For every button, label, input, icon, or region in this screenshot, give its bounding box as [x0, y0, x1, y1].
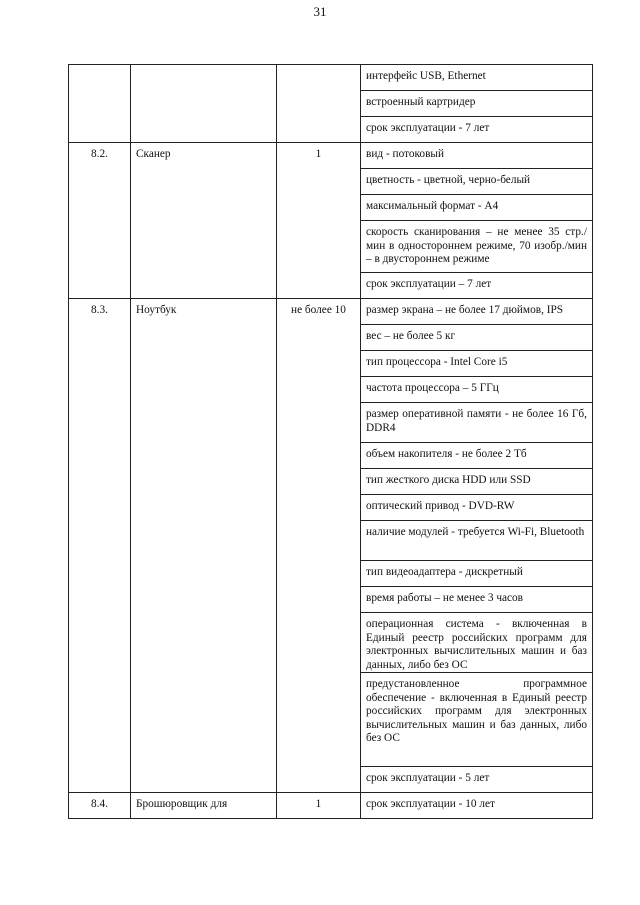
- item-number: 8.2.: [69, 143, 131, 299]
- item-name: Ноутбук: [131, 299, 277, 793]
- spec-cell: максимальный формат - А4: [361, 195, 593, 221]
- spec-cell: срок эксплуатации – 7 лет: [361, 273, 593, 299]
- item-quantity: не более 10: [277, 299, 361, 793]
- table-row: [69, 65, 593, 91]
- item-name: Брошюровщик для: [131, 793, 277, 819]
- spec-cell: время работы – не менее 3 часов: [361, 587, 593, 613]
- spec-cell: цветность - цветной, черно-белый: [361, 169, 593, 195]
- item-number: [69, 65, 131, 143]
- spec-cell: размер экрана – не более 17 дюймов, IPS: [361, 299, 593, 325]
- spec-cell: предустановленное программное обеспечение - включенная в Единый реестр российских программ для электронных вычислительных машин и баз данных, либо без ОС: [361, 673, 593, 767]
- table-row: [69, 299, 593, 325]
- spec-cell: наличие модулей - требуется Wi-Fi, Bluetooth: [361, 521, 593, 561]
- spec-cell: оптический привод - DVD-RW: [361, 495, 593, 521]
- item-number: 8.3.: [69, 299, 131, 793]
- table-row: [69, 143, 593, 169]
- page-number: 31: [313, 4, 327, 19]
- item-name: [131, 65, 277, 143]
- table-row: [69, 793, 593, 819]
- spec-cell: тип жесткого диска HDD или SSD: [361, 469, 593, 495]
- spec-cell: встроенный картридер: [361, 91, 593, 117]
- item-name: Сканер: [131, 143, 277, 299]
- item-quantity: 1: [277, 793, 361, 819]
- item-quantity: 1: [277, 143, 361, 299]
- spec-cell: вид - потоковый: [361, 143, 593, 169]
- spec-cell: срок эксплуатации - 7 лет: [361, 117, 593, 143]
- spec-cell: интерфейс USB, Ethernet: [361, 65, 593, 91]
- spec-cell: размер оперативной памяти - не более 16 Гб, DDR4: [361, 403, 593, 443]
- spec-cell: срок эксплуатации - 10 лет: [361, 793, 593, 819]
- spec-cell: объем накопителя - не более 2 Тб: [361, 443, 593, 469]
- spec-cell: срок эксплуатации - 5 лет: [361, 767, 593, 793]
- item-quantity: [277, 65, 361, 143]
- spec-cell: вес – не более 5 кг: [361, 325, 593, 351]
- spec-cell: тип процессора - Intel Core i5: [361, 351, 593, 377]
- spec-cell: тип видеоадаптера - дискретный: [361, 561, 593, 587]
- spec-cell: частота процессора – 5 ГГц: [361, 377, 593, 403]
- specification-table: [68, 64, 593, 819]
- spec-cell: операционная система - включенная в Единый реестр российских программ для электронных вычислительных машин и баз данных, либо без ОС: [361, 613, 593, 673]
- table-body: [69, 65, 593, 819]
- item-number: 8.4.: [69, 793, 131, 819]
- spec-cell: скорость сканирования – не менее 35 стр./мин в одностороннем режиме, 70 изобр./мин – в двустороннем режиме: [361, 221, 593, 273]
